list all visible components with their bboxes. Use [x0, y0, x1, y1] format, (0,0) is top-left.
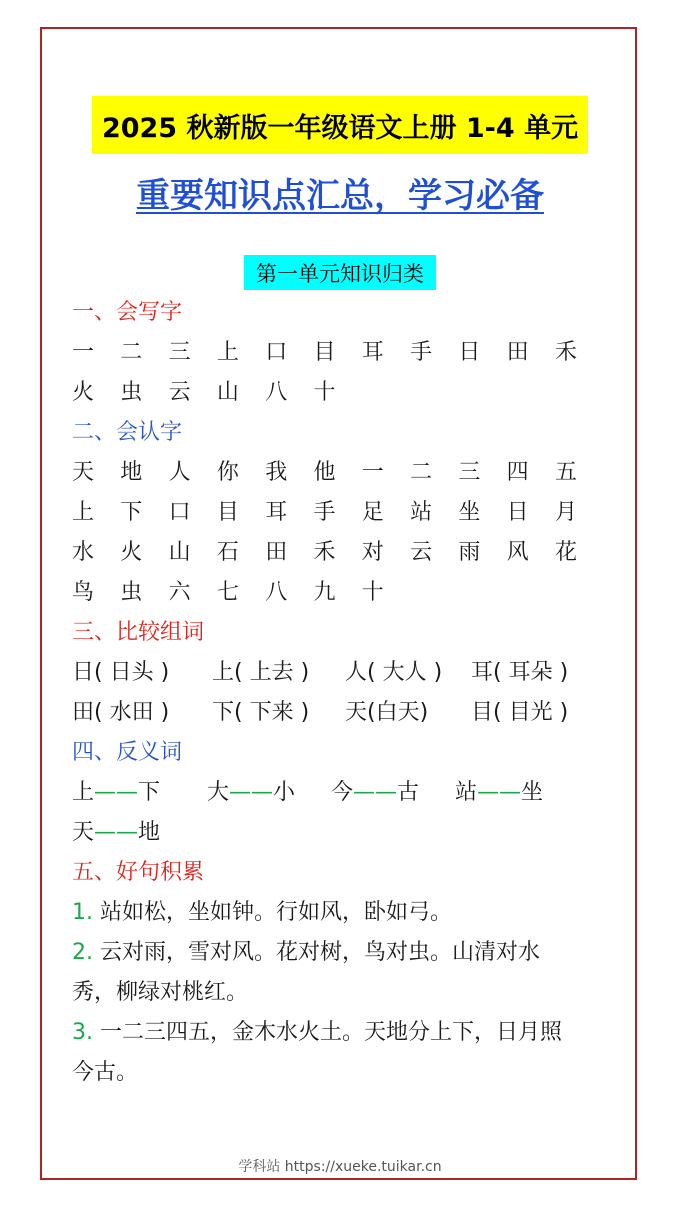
compare-word: 上( 上去 ): [212, 660, 310, 685]
char-row: [72, 493, 617, 533]
sentence-text: 秀，柳绿对桃红。: [72, 980, 249, 1005]
char: 云: [410, 540, 433, 565]
compare-word: 天(白天): [345, 700, 429, 725]
antonym-word: 大: [207, 780, 230, 805]
antonym-word: 天: [72, 820, 95, 845]
char: 上: [216, 340, 239, 365]
char: 田: [506, 340, 529, 365]
dash: ——: [229, 780, 274, 805]
sentence-line: [72, 893, 617, 933]
dash: ——: [353, 780, 398, 805]
antonym-word: 站: [455, 780, 478, 805]
compare-word: 下( 下来 ): [212, 700, 310, 725]
char: 我: [265, 460, 288, 485]
sentence-line: [72, 933, 617, 973]
char: 石: [216, 540, 239, 565]
char: 雨: [458, 540, 481, 565]
sentence-text: 一二三四五，金木水火土。天地分上下，日月照: [100, 1020, 563, 1045]
antonym-row: [72, 773, 617, 813]
antonym-word: 下: [138, 780, 161, 805]
antonym-word: 坐: [521, 780, 544, 805]
content: [72, 293, 617, 1093]
char: 口: [168, 500, 191, 525]
char: 下: [120, 500, 143, 525]
char: 日: [506, 500, 529, 525]
sentence-number: 3.: [72, 1020, 93, 1045]
page-subtitle-text: 重要知识点汇总，学习必备: [136, 176, 544, 216]
char: 一: [361, 460, 384, 485]
char: 六: [168, 580, 191, 605]
char: 鸟: [72, 580, 95, 605]
sentence-text: 云对雨，雪对风。花对树，鸟对虫。山清对水: [100, 940, 541, 965]
char: 地: [120, 460, 143, 485]
char: 一: [72, 340, 95, 365]
char: 九: [313, 580, 336, 605]
page-subtitle: [0, 168, 680, 217]
char: 对: [361, 540, 384, 565]
char-row: [72, 573, 617, 613]
antonym-pair: [331, 773, 455, 813]
char: 风: [506, 540, 529, 565]
char: 火: [120, 540, 143, 565]
antonym-pair: [72, 773, 207, 813]
char: 禾: [313, 540, 336, 565]
sentence-text: 今古。: [72, 1060, 139, 1085]
compare-row: [72, 653, 617, 693]
char: 人: [168, 460, 191, 485]
char: 坐: [458, 500, 481, 525]
char: 手: [410, 340, 433, 365]
page-title: 2025 秋新版一年级语文上册 1-4 单元: [92, 96, 588, 154]
compare-word: 耳( 耳朵 ): [471, 660, 569, 685]
unit-label: 第一单元知识归类: [244, 255, 436, 290]
compare-word: 目( 目光 ): [471, 700, 569, 725]
char: 水: [72, 540, 95, 565]
antonym-pair: [72, 813, 160, 853]
sentence-number: 2.: [72, 940, 93, 965]
char-row: [72, 453, 617, 493]
compare-row: [72, 693, 617, 733]
char: 目: [216, 500, 239, 525]
char: 耳: [361, 340, 384, 365]
char: 二: [120, 340, 143, 365]
sentence-number: 1.: [72, 900, 93, 925]
dash: ——: [94, 820, 139, 845]
char: 天: [72, 460, 95, 485]
char: 十: [361, 580, 384, 605]
char: 上: [72, 500, 95, 525]
char: 田: [265, 540, 288, 565]
sentence-line: [72, 973, 617, 1013]
char: 花: [554, 540, 577, 565]
antonym-word: 地: [138, 820, 161, 845]
char: 云: [168, 380, 191, 405]
char: 四: [506, 460, 529, 485]
char: 虫: [120, 580, 143, 605]
char: 你: [216, 460, 239, 485]
sentence-line: [72, 1053, 617, 1093]
dash: ——: [94, 780, 139, 805]
footer-watermark: 学科站 https://xueke.tuikar.cn: [238, 1159, 442, 1175]
antonym-word: 小: [273, 780, 296, 805]
char: 山: [168, 540, 191, 565]
char: 足: [361, 500, 384, 525]
char-row: [72, 533, 617, 573]
char: 站: [410, 500, 433, 525]
char: 日: [458, 340, 481, 365]
char-row: [72, 373, 617, 413]
char: 手: [313, 500, 336, 525]
section-heading-recognize: 二、会认字: [72, 420, 183, 445]
antonym-word: 古: [397, 780, 420, 805]
char: 虫: [120, 380, 143, 405]
section-heading-compare: 三、比较组词: [72, 620, 205, 645]
char: 月: [554, 500, 577, 525]
sentence-line: [72, 1013, 617, 1053]
char: 火: [72, 380, 95, 405]
sentence-text: 站如松，坐如钟。行如风，卧如弓。: [100, 900, 453, 925]
char-row: [72, 333, 617, 373]
antonym-word: 上: [72, 780, 95, 805]
char: 三: [168, 340, 191, 365]
char: 七: [216, 580, 239, 605]
antonym-word: 今: [331, 780, 354, 805]
antonym-row: [72, 813, 617, 853]
char: 八: [265, 580, 288, 605]
dash: ——: [477, 780, 522, 805]
section-heading-write: 一、会写字: [72, 300, 183, 325]
char: 五: [554, 460, 577, 485]
char: 三: [458, 460, 481, 485]
char: 他: [313, 460, 336, 485]
char: 八: [265, 380, 288, 405]
compare-word: 人( 大人 ): [345, 660, 443, 685]
char: 禾: [554, 340, 577, 365]
antonym-pair: [207, 773, 331, 813]
section-heading-sentences: 五、好句积累: [72, 860, 205, 885]
char: 山: [216, 380, 239, 405]
char: 十: [313, 380, 336, 405]
section-heading-antonyms: 四、反义词: [72, 740, 183, 765]
char: 目: [313, 340, 336, 365]
char: 耳: [265, 500, 288, 525]
compare-word: 田( 水田 ): [72, 700, 170, 725]
antonym-pair: [455, 773, 543, 813]
char: 二: [410, 460, 433, 485]
compare-word: 日( 日头 ): [72, 660, 170, 685]
char: 口: [265, 340, 288, 365]
